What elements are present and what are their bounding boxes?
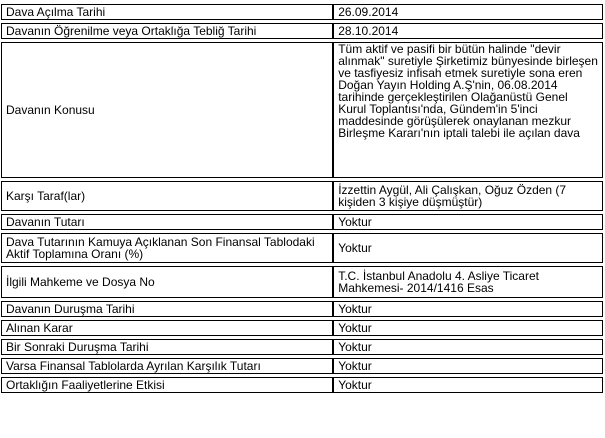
table-row [1, 301, 603, 317]
row-label: Ortaklığın Faaliyetlerine Etkisi [1, 377, 333, 393]
table-row [1, 4, 603, 20]
table-row [1, 339, 603, 355]
row-label: Dava Tutarının Kamuya Açıklanan Son Finansal Tablodaki Aktif Toplamına Oranı (%) [1, 233, 333, 263]
row-label: Davanın Duruşma Tarihi [1, 301, 333, 317]
row-label: Dava Açılma Tarihi [1, 4, 333, 20]
table-row [1, 42, 603, 178]
row-label: Karşı Taraf(lar) [1, 181, 333, 211]
row-label: Bir Sonraki Duruşma Tarihi [1, 339, 333, 355]
table-row [1, 181, 603, 211]
table-row [1, 358, 603, 374]
row-value: Yoktur [333, 301, 603, 317]
row-label: Davanın Tutarı [1, 214, 333, 230]
row-value: Yoktur [333, 377, 603, 393]
row-label: Alınan Karar [1, 320, 333, 336]
row-value: İzzettin Aygül, Ali Çalışkan, Oğuz Özden (7 kişiden 3 kişiye düşmüştür) [333, 181, 603, 211]
row-label: Davanın Konusu [1, 42, 333, 178]
row-value: T.C. İstanbul Anadolu 4. Asliye Ticaret Mahkemesi- 2014/1416 Esas [333, 266, 603, 298]
row-value: Yoktur [333, 320, 603, 336]
row-value: Yoktur [333, 339, 603, 355]
table-row [1, 377, 603, 393]
row-value: Yoktur [333, 358, 603, 374]
row-value: 28.10.2014 [333, 23, 603, 39]
row-label: Davanın Öğrenilme veya Ortaklığa Tebliğ Tarihi [1, 23, 333, 39]
table-row [1, 233, 603, 263]
table-row [1, 266, 603, 298]
row-label: Varsa Finansal Tablolarda Ayrılan Karşılık Tutarı [1, 358, 333, 374]
row-value: Tüm aktif ve pasifi bir bütün halinde "devir alınmak" suretiyle Şirketimiz bünyesinde birleşen ve tasfiyesiz infisah etmek suretiyle sona eren Doğan Yayın Holding A.Ş'nin, 06.08.2014 tarihinde gerçekleştirilen Olağanüstü Genel Kurul Toplantısı'nda, Gündem'in 5'inci maddesinde görüşülerek onaylanan mezkur Birleşme Kararı'nın iptali talebi ile açılan dava [333, 42, 603, 178]
lawsuit-disclosure-table [1, 1, 603, 396]
row-value: Yoktur [333, 214, 603, 230]
table-row [1, 320, 603, 336]
table-row [1, 23, 603, 39]
row-label: İlgili Mahkeme ve Dosya No [1, 266, 333, 298]
row-value: Yoktur [333, 233, 603, 263]
table-row [1, 214, 603, 230]
row-value: 26.09.2014 [333, 4, 603, 20]
